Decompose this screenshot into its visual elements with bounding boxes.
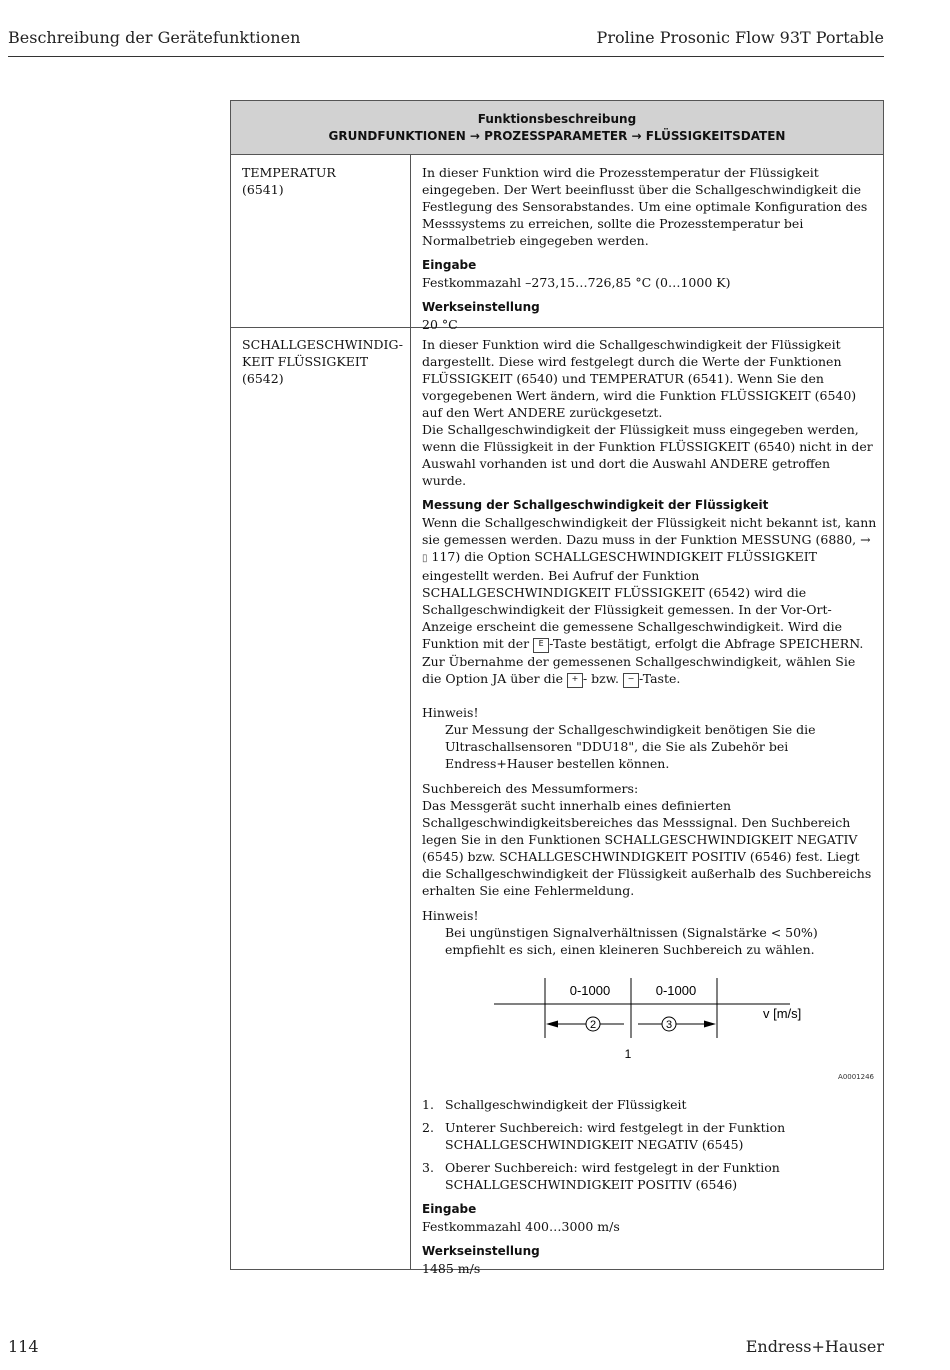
function-code: (6541) <box>242 182 284 197</box>
table-path: GRUNDFUNKTIONEN → PROZESSPARAMETER → FLÜSSIGKEITSDATEN <box>328 129 786 143</box>
input-label: Eingabe <box>422 258 477 272</box>
table-title: Funktionsbeschreibung <box>477 112 637 126</box>
enter-key-icon: E <box>533 638 549 653</box>
function-table <box>230 100 884 1276</box>
function-name-line2: KEIT FLÜSSIGKEIT <box>242 354 369 369</box>
range-left-label: 0-1000 <box>569 983 611 998</box>
measure-text-part: -Taste bestätigt, erfolgt die Abfrage SPEICHERN. Zur Übernahme der gemessenen Schallgeschwindigkeit, wählen Sie die Option JA über die <box>422 636 864 686</box>
header-rule <box>8 56 884 57</box>
measure-text-part: - bzw. <box>582 671 623 686</box>
function-name: TEMPERATUR <box>242 165 336 180</box>
page-icon: ▯ <box>422 553 428 564</box>
legend-number: 2. <box>422 1120 434 1135</box>
measure-text-part: ) die Option SCHALLGESCHWINDIGKEIT FLÜSSIGKEIT eingestellt werden. Bei Aufruf der Funktion SCHALLGESCHWINDIGKEIT FLÜSSIGKEIT (6542) wird die Schallgeschwindigkeit der Flüssigkeit gemessen. In der Vor-Ort-Anzeige erscheint die gemessene Schallgeschwindigkeit. Wird die Funktion mit der <box>422 549 842 651</box>
description-text-1: In dieser Funktion wird die Schallgeschwindigkeit der Flüssigkeit dargestellt. Diese wird festgelegt durch die Werte der Funktionen FLÜSSIGKEIT (6540) und TEMPERATUR (6541). Wenn Sie den vorgegebenen Wert ändern, wird die Funktion FLÜSSIGKEIT (6540) auf den Wert ANDERE zurückgesetzt. <box>422 337 857 420</box>
note-text: Bei ungünstigen Signalverhältnissen (Signalstärke < 50%) empfiehlt es sich, einen kleineren Suchbereich zu wählen. <box>445 925 818 957</box>
legend-item <box>422 1159 878 1193</box>
row-sound-velocity <box>231 327 883 1276</box>
minus-key-icon: − <box>623 673 639 688</box>
default-label: Werkseinstellung <box>422 300 540 314</box>
legend-text: Schallgeschwindigkeit der Flüssigkeit <box>445 1097 687 1112</box>
marker-1-label: 1 <box>624 1047 632 1061</box>
description-text: In dieser Funktion wird die Prozesstemperatur der Flüssigkeit eingegeben. Der Wert beeinflusst über die Schallgeschwindigkeit die Festlegung des Sensorabstandes. Um eine optimale Konfiguration des Messsystems zu erreichen, sollte die Prozesstemperatur bei Normalbetrieb eingegeben werden. <box>422 165 868 248</box>
function-name-temperature <box>242 164 402 198</box>
note-label: Hinweis! <box>422 705 479 720</box>
note-text: Zur Messung der Schallgeschwindigkeit benötigen Sie die Ultraschallsensoren "DDU18", die Sie als Zubehör bei Endress+Hauser bestellen können. <box>445 722 816 771</box>
table-header <box>231 101 883 155</box>
arrowhead-right <box>704 1021 716 1028</box>
default-value: 1485 m/s <box>422 1261 481 1276</box>
input-label: Eingabe <box>422 1202 477 1216</box>
input-value: Festkommazahl –273,15…726,85 °C (0…1000 K) <box>422 275 731 290</box>
measure-text <box>422 514 878 688</box>
marker-3-label: 3 <box>665 1019 673 1031</box>
legend-number: 1. <box>422 1097 434 1112</box>
row-temperature <box>231 155 883 332</box>
description-text-2: Die Schallgeschwindigkeit der Flüssigkeit muss eingegeben werden, wenn die Flüssigkeit in der Funktion FLÜSSIGKEIT (6540) nicht in der Auswahl vorhanden ist und dort die Auswahl ANDERE getroffen wurde. <box>422 422 873 488</box>
plus-key-icon: + <box>567 673 583 688</box>
function-code: (6542) <box>242 371 284 386</box>
measure-text-part: Wenn die Schallgeschwindigkeit der Flüssigkeit nicht bekannt ist, kann sie gemessen werden. Dazu muss in der Funktion MESSUNG (6880, → <box>422 515 877 547</box>
function-name-sound-velocity <box>242 336 402 387</box>
function-description-sound-velocity <box>422 336 878 1285</box>
legend-text: Oberer Suchbereich: wird festgelegt in der Funktion SCHALLGESCHWINDIGKEIT POSITIV (6546) <box>445 1160 780 1192</box>
search-range-svg <box>422 976 878 1086</box>
range-right-label: 0-1000 <box>655 983 697 998</box>
search-text: Das Messgerät sucht innerhalb eines definierten Schallgeschwindigkeitsbereiches das Messsignal. Den Suchbereich legen Sie in den Funktionen SCHALLGESCHWINDIGKEIT NEGATIV (6545) bzw. SCHALLGESCHWINDIGKEIT POSITIV (6546) fest. Liegt die Schallgeschwindigkeit der Flüssigkeit außerhalb des Suchbereichs erhalten Sie eine Fehlermeldung. <box>422 798 872 898</box>
legend-text: Unterer Suchbereich: wird festgelegt in der Funktion SCHALLGESCHWINDIGKEIT NEGATIV (6545) <box>445 1120 786 1152</box>
arrowhead-left <box>546 1021 558 1028</box>
function-name-line1: SCHALLGESCHWINDIG- <box>242 337 403 352</box>
marker-2-label: 2 <box>589 1019 597 1031</box>
default-label: Werkseinstellung <box>422 1244 540 1258</box>
search-range-diagram <box>422 976 878 1086</box>
header-product-name: Proline Prosonic Flow 93T Portable <box>596 28 884 47</box>
figure-id: A0001246 <box>838 1073 874 1081</box>
note-label: Hinweis! <box>422 908 479 923</box>
search-title: Suchbereich des Messumformers: <box>422 781 639 796</box>
legend-item <box>422 1096 878 1113</box>
legend-item <box>422 1119 878 1153</box>
axis-label: v [m/s] <box>763 1006 802 1021</box>
legend-number: 3. <box>422 1160 434 1175</box>
measure-text-part: -Taste. <box>638 671 681 686</box>
header-section-title: Beschreibung der Gerätefunktionen <box>8 28 301 47</box>
brand-name: Endress+Hauser <box>745 1337 884 1356</box>
input-value: Festkommazahl 400…3000 m/s <box>422 1219 620 1234</box>
default-value: 20 °C <box>422 317 458 332</box>
measure-title: Messung der Schallgeschwindigkeit der Flüssigkeit <box>422 498 769 512</box>
function-description-temperature <box>422 164 878 341</box>
page-reference: 117 <box>431 549 456 564</box>
page-number: 114 <box>8 1337 39 1356</box>
legend-list <box>422 1096 878 1193</box>
